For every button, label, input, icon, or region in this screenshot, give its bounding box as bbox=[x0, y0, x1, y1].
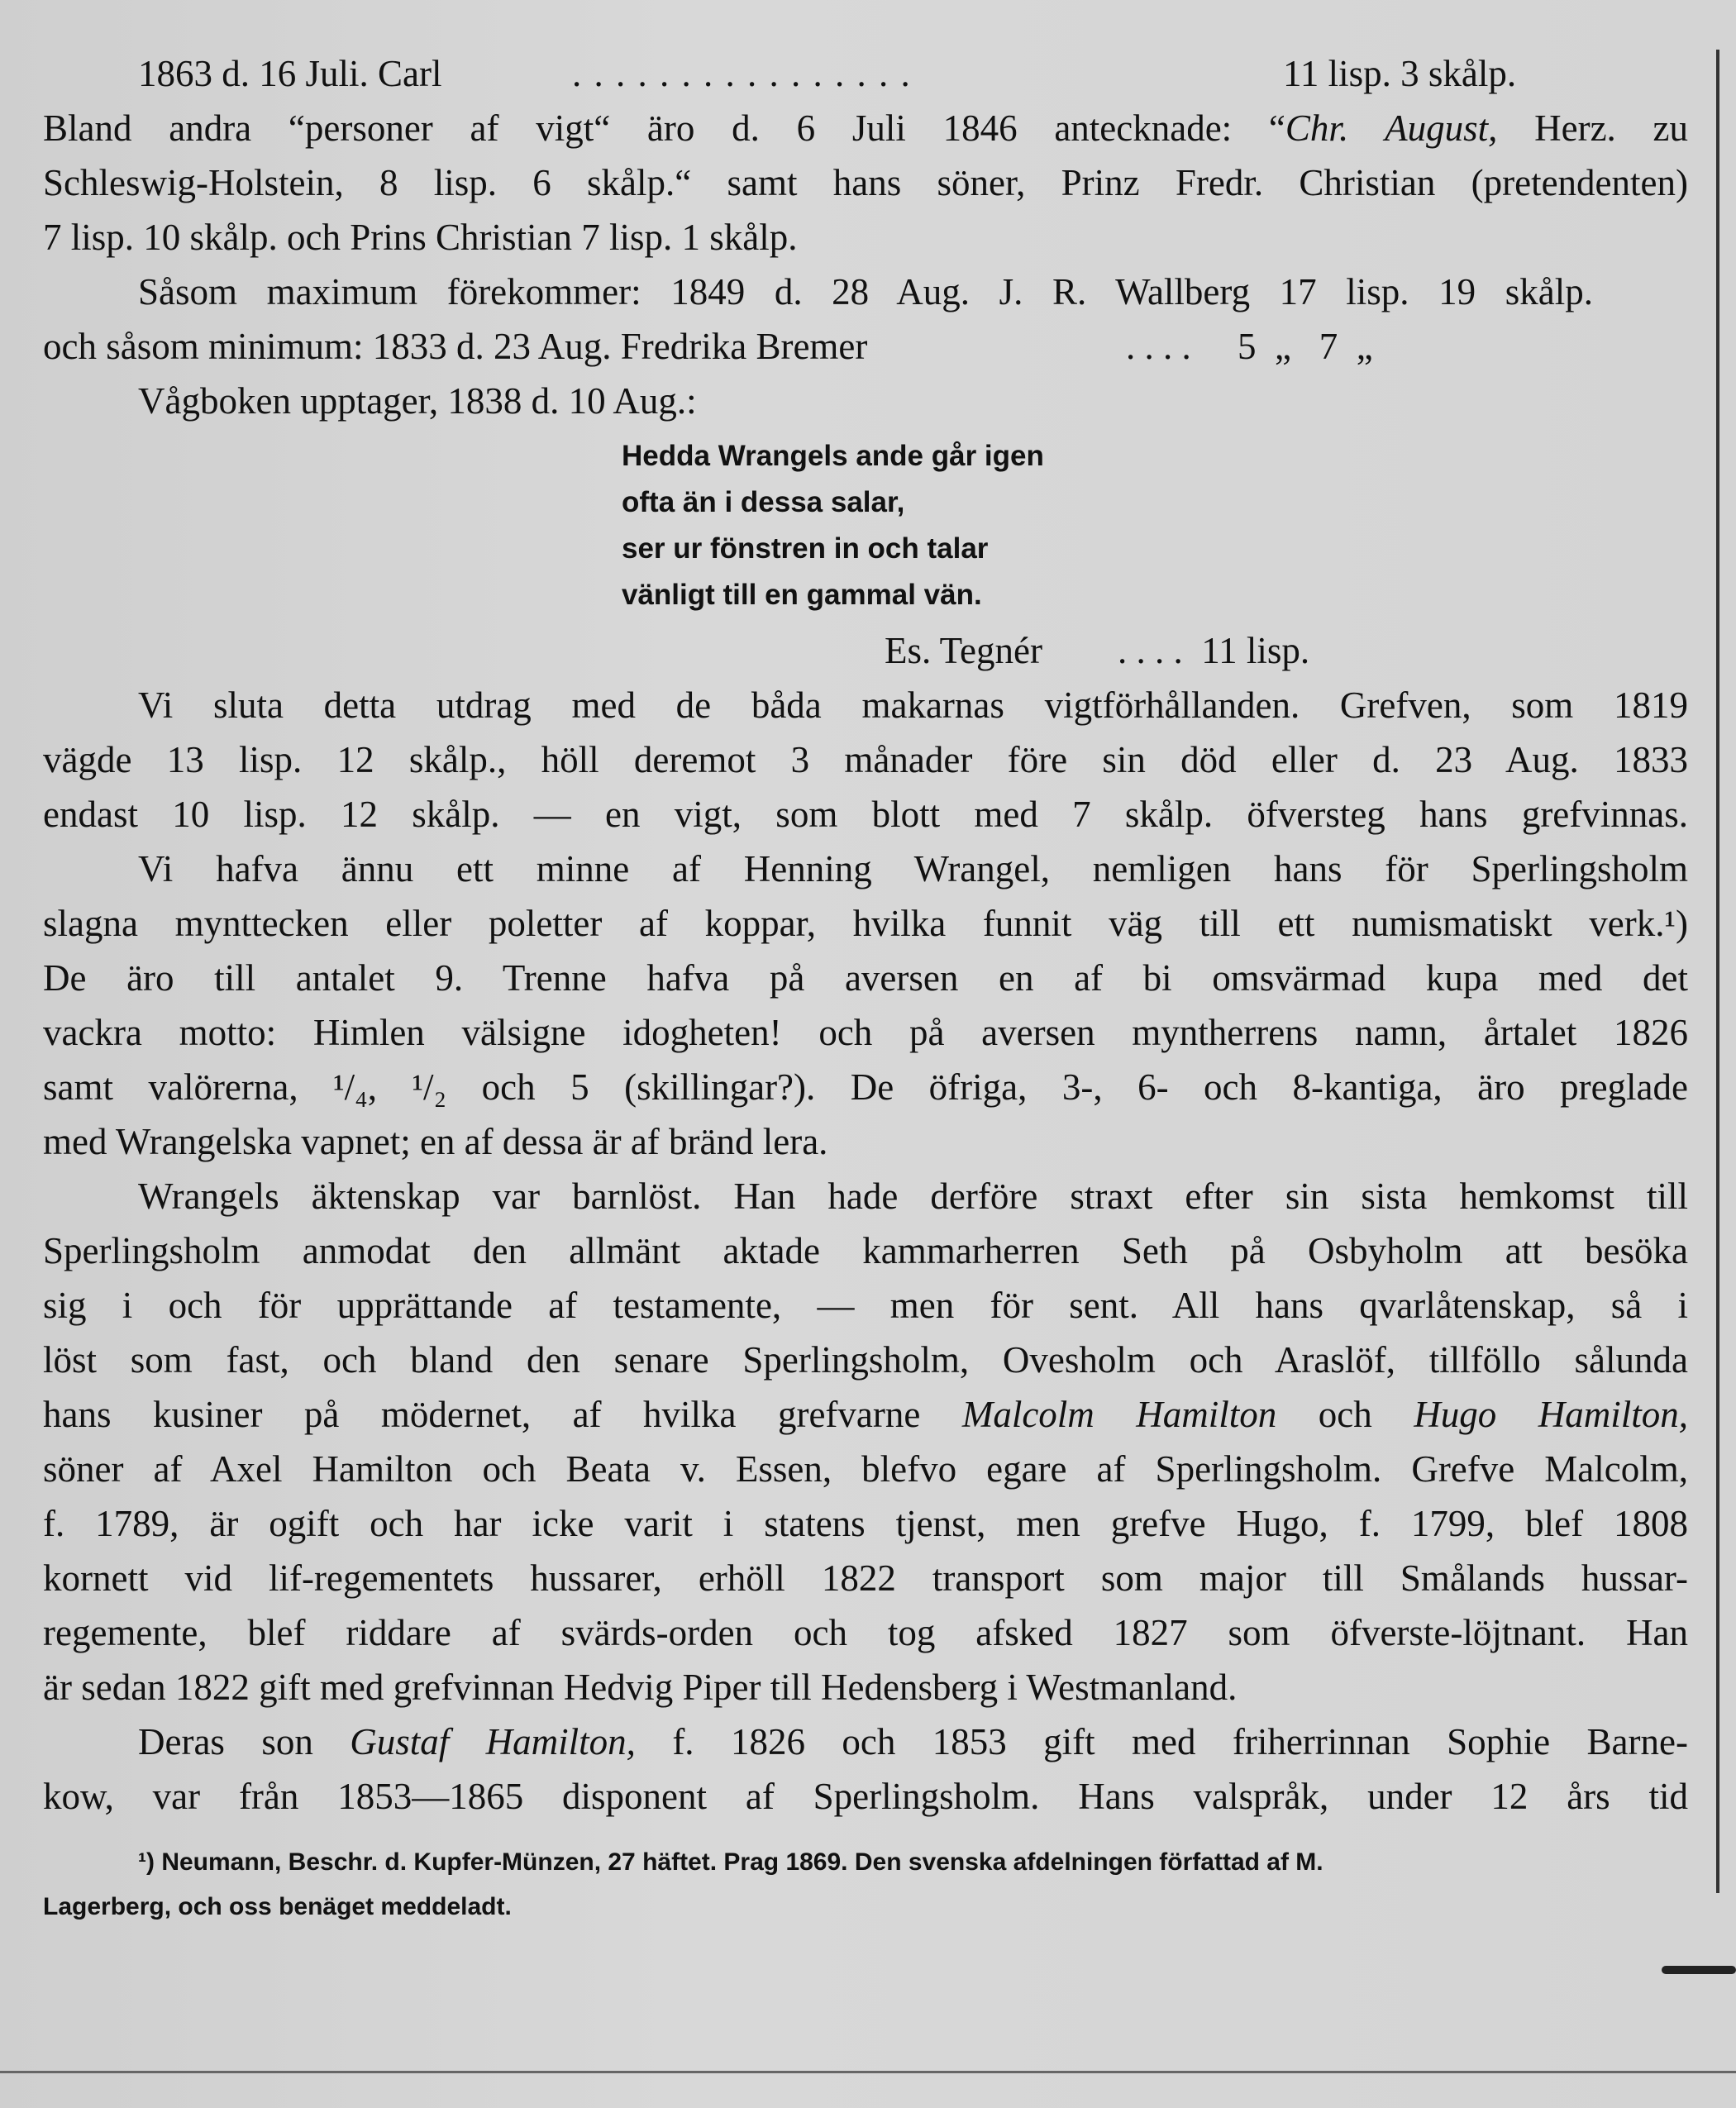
text-line-3: Schleswig-Holstein, 8 lisp. 6 skålp.“ samt hans söner, Prinz Fredr. Christian (pretendenten) bbox=[43, 162, 1688, 203]
footnote-line-2: Lagerberg, och oss benäget meddeladt. bbox=[43, 1893, 512, 1920]
text-line-29: kow, var från 1853—1865 disponent af Sperlingsholm. Hans valspråk, under 12 års tid bbox=[43, 1776, 1688, 1817]
text-line-7: Vågboken upptager, 1838 d. 10 Aug.: bbox=[138, 380, 697, 422]
text-line-15: vackra motto: Himlen välsigne idogheten! och på aversen myntherrens namn, årtalet 1826 bbox=[43, 1012, 1688, 1053]
text-line-5: Såsom maximum förekommer: 1849 d. 28 Aug. J. R. Wallberg 17 lisp. 19 skålp. bbox=[138, 271, 1593, 312]
text-line-26: regemente, blef riddare af svärds-orden och tog afsked 1827 som öfverste-löjtnant. Han bbox=[43, 1612, 1688, 1653]
text-line-25: kornett vid lif-regementets hussarer, erhöll 1822 transport som major till Smålands hussar- bbox=[43, 1557, 1688, 1599]
text-line-1: 1863 d. 16 Juli. Carl . . . . . . . . . . . . . . . . 11 lisp. 3 skålp. bbox=[138, 53, 1517, 94]
text-line-6: och såsom minimum: 1833 d. 23 Aug. Fredrika Bremer . . . . 5 „ 7 „ bbox=[43, 326, 1373, 367]
text-line-14: De äro till antalet 9. Trenne hafva på aversen en af bi omsvärmad kupa med det bbox=[43, 957, 1688, 999]
poem-line-1: Hedda Wrangels ande går igen bbox=[622, 440, 1044, 472]
text-line-19: Sperlingsholm anmodat den allmänt aktade kammarherren Seth på Osbyholm att besöka bbox=[43, 1230, 1688, 1271]
text-line-16: samt valörerna, ¹/₄, ¹/₂ och 5 (skillingar?). De öfriga, 3-, 6- och 8-kantiga, äro preglade bbox=[43, 1066, 1688, 1108]
poem-line-4: vänligt till en gammal vän. bbox=[622, 579, 982, 611]
text-line-18: Wrangels äktenskap var barnlöst. Han hade derföre straxt efter sin sista hemkomst till bbox=[138, 1176, 1688, 1217]
text-line-27: är sedan 1822 gift med grefvinnan Hedvig Piper till Hedensberg i Westmanland. bbox=[43, 1667, 1238, 1708]
text-line-11: endast 10 lisp. 12 skålp. — en vigt, som blott med 7 skålp. öfversteg hans grefvinnas. bbox=[43, 794, 1688, 835]
footnote-line-1: ¹) Neumann, Beschr. d. Kupfer-Münzen, 27 häftet. Prag 1869. Den svenska afdelningen författad af M. bbox=[138, 1848, 1323, 1876]
poem-block bbox=[622, 433, 1044, 618]
text-line-22: hans kusiner på mödernet, af hvilka grefvarne Malcolm Hamilton och Hugo Hamilton, bbox=[43, 1394, 1688, 1435]
text-line-23: söner af Axel Hamilton och Beata v. Essen, blefvo egare af Sperlingsholm. Grefve Malcolm, bbox=[43, 1448, 1688, 1490]
text-line-4: 7 lisp. 10 skålp. och Prins Christian 7 lisp. 1 skålp. bbox=[43, 217, 798, 258]
poem-line-3: ser ur fönstren in och talar bbox=[622, 532, 989, 565]
text-line-12: Vi hafva ännu ett minne af Henning Wrangel, nemligen hans för Sperlingsholm bbox=[138, 848, 1688, 889]
text-line-28: Deras son Gustaf Hamilton, f. 1826 och 1853 gift med friherrinnan Sophie Barne- bbox=[138, 1721, 1688, 1762]
bottom-rule bbox=[0, 2071, 1736, 2073]
text-line-8: Es. Tegnér . . . . 11 lisp. bbox=[885, 630, 1310, 671]
right-margin-rule bbox=[1716, 50, 1719, 1893]
margin-ornament bbox=[1662, 1966, 1736, 1974]
text-line-10: vägde 13 lisp. 12 skålp., höll deremot 3 månader före sin död eller d. 23 Aug. 1833 bbox=[43, 739, 1688, 780]
text-line-20: sig i och för upprättande af testamente, — men för sent. All hans qvarlåtenskap, så i bbox=[43, 1285, 1688, 1326]
text-line-9: Vi sluta detta utdrag med de båda makarnas vigtförhållanden. Grefven, som 1819 bbox=[138, 684, 1688, 726]
text-line-17: med Wrangelska vapnet; en af dessa är af bränd lera. bbox=[43, 1121, 828, 1162]
poem-line-2: ofta än i dessa salar, bbox=[622, 486, 905, 518]
text-line-13: slagna mynttecken eller poletter af koppar, hvilka funnit väg till ett numismatiskt verk.¹) bbox=[43, 903, 1688, 944]
text-line-21: löst som fast, och bland den senare Sperlingsholm, Ovesholm och Araslöf, tillföllo sålunda bbox=[43, 1339, 1688, 1381]
text-line-2: Bland andra “personer af vigt“ äro d. 6 Juli 1846 antecknade: “Chr. August, Herz. zu bbox=[43, 107, 1688, 149]
text-line-24: f. 1789, är ogift och har icke varit i statens tjenst, men grefve Hugo, f. 1799, blef 1808 bbox=[43, 1503, 1688, 1544]
